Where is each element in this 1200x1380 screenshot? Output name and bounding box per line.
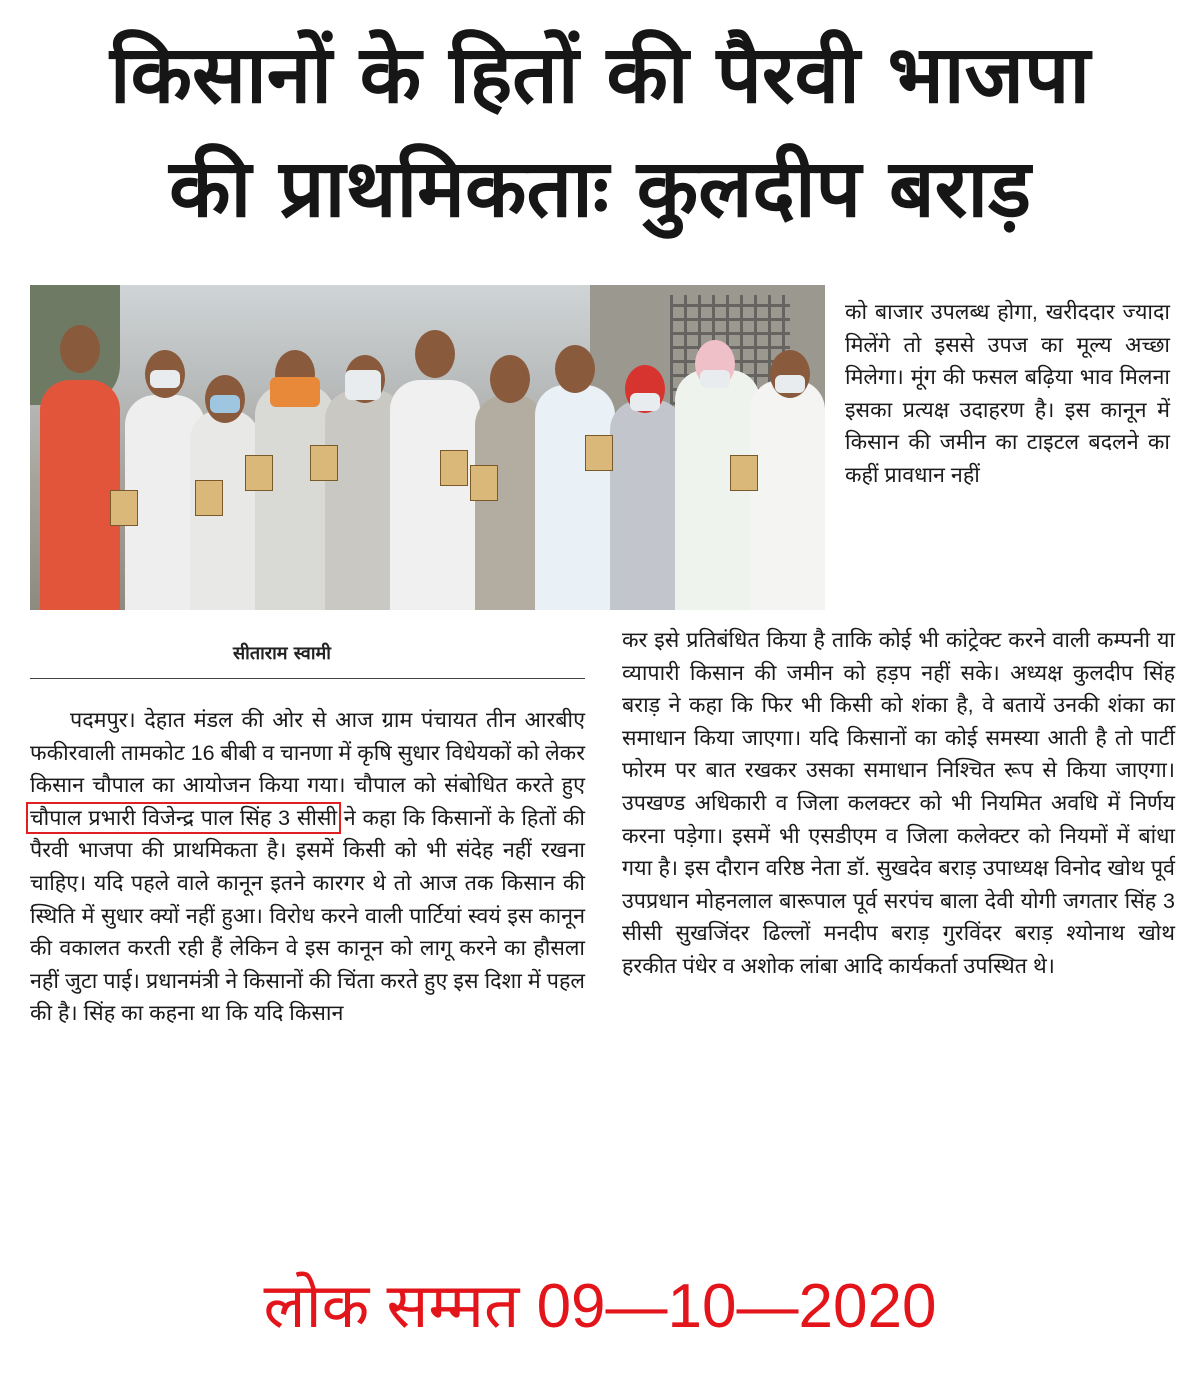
article-text: ने कहा कि किसानों के हितों की पैरवी भाजपा की प्राथमिकता है। इसमें किसी को भी संदेह नहीं रखना चाहिए। यदि पहले वाले कानून इतने कारगर थे तो आज तक किसान की स्थिति में सुधार क्यों नहीं हुआ। विरोध करने वाली पार्टियां स्वयं इस कानून की वकालत करती रही हैं लेकिन वे इस कानून को लागू करने का हौसला नहीं जुटा पाई। प्रधानमंत्री ने किसानों की चिंता करते हुए इस दिशा में पहल की है। सिंह का कहना था कि यदि किसान [30, 805, 585, 1026]
photo-mask [630, 393, 660, 411]
photo-scarf [270, 377, 320, 407]
photo-booklet [730, 455, 758, 491]
article-column-right [622, 624, 1175, 983]
headline-line-2: की प्राथमिकताः कुलदीप बराड़ [169, 142, 1031, 235]
photo-mask [775, 375, 805, 393]
headline [0, 18, 1200, 246]
photo-booklet [110, 490, 138, 526]
photo-head [60, 325, 100, 373]
article-text: पदमपुर। देहात मंडल की ओर से आज ग्राम पंचायत तीन आरबीए फकीरवाली तामकोट 16 बीबी व चानणा में कृषि सुधार विधेयकों को लेकर किसान चौपाल का आयोजन किया गया। चौपाल को संबोधित करते हुए [30, 708, 585, 798]
photo-head [415, 330, 455, 378]
photo-head [490, 355, 530, 403]
photo-booklet [470, 465, 498, 501]
photo-booklet [245, 455, 273, 491]
byline-divider [30, 678, 585, 679]
photo-person [255, 385, 335, 610]
photo-person [750, 380, 825, 610]
photo-person [535, 385, 615, 610]
article-column-left [30, 704, 585, 1030]
photo-head [555, 345, 595, 393]
photo-booklet [440, 450, 468, 486]
photo-mask [700, 370, 730, 388]
photo-booklet [310, 445, 338, 481]
photo-mask [210, 395, 240, 413]
newspaper-date-footer: लोक सम्मत 09—10—2020 [263, 1272, 937, 1341]
photo-mask [150, 370, 180, 388]
photo-person [390, 380, 480, 610]
photo-person [610, 400, 685, 610]
article-paragraph [30, 704, 585, 1030]
byline: सीताराम स्वामी [233, 643, 331, 664]
photo-mask [345, 370, 381, 400]
photo-booklet [585, 435, 613, 471]
photo-booklet [195, 480, 223, 516]
headline-line-1: किसानों के हितों की पैरवी भाजपा [109, 28, 1091, 121]
highlighted-name: चौपाल प्रभारी विजेन्द्र पाल सिंह 3 सीसी [30, 805, 338, 830]
article-paragraph: को बाजार उपलब्ध होगा, खरीददार ज्यादा मिलेंगे तो इससे उपज का मूल्य अच्छा मिलेगा। मूंग की फसल बढ़िया भाव मिलना इसका प्रत्यक्ष उदाहरण है। इस कानून में किसान की जमीन का टाइटल बदलने का कहीं प्रावधान नहीं [845, 300, 1170, 487]
photo-person [40, 380, 120, 610]
article-paragraph: कर इसे प्रतिबंधित किया है ताकि कोई भी कांट्रेक्ट करने वाली कम्पनी या व्यापारी किसान की जमीन को हड़प नहीं सके। अध्यक्ष कुलदीप सिंह बराड़ ने कहा कि फिर भी किसी को शंका है, वे बतायें उनकी शंका का समाधान किया जाएगा। यदि किसानों का कोई समस्या आती है तो पार्टी फोरम पर बात रखकर उसका समाधान निश्चित रूप से किया जाएगा। उपखण्ड अधिकारी व जिला कलक्टर को भी नियमित अवधि में निर्णय करना पड़ेगा। इसमें भी एसडीएम व जिला कलेक्टर को नियमों में बांधा गया है। इस दौरान वरिष्ठ नेता डॉ. सुखदेव बराड़ उपाध्यक्ष विनोद खोथ पूर्व उपप्रधान मोहनलाल बारूपाल पूर्व सरपंच बाला देवी योगी जगतार सिंह 3 सीसी सुखजिंदर ढिल्लों मनदीप बराड़ गुरविंदर बराड़ श्योनाथ खोथ हरकीत पंधेर व अशोक लांबा आदि कार्यकर्ता उपस्थित थे। [622, 628, 1175, 978]
article-column-right-top [845, 296, 1170, 492]
news-photo [30, 285, 825, 610]
